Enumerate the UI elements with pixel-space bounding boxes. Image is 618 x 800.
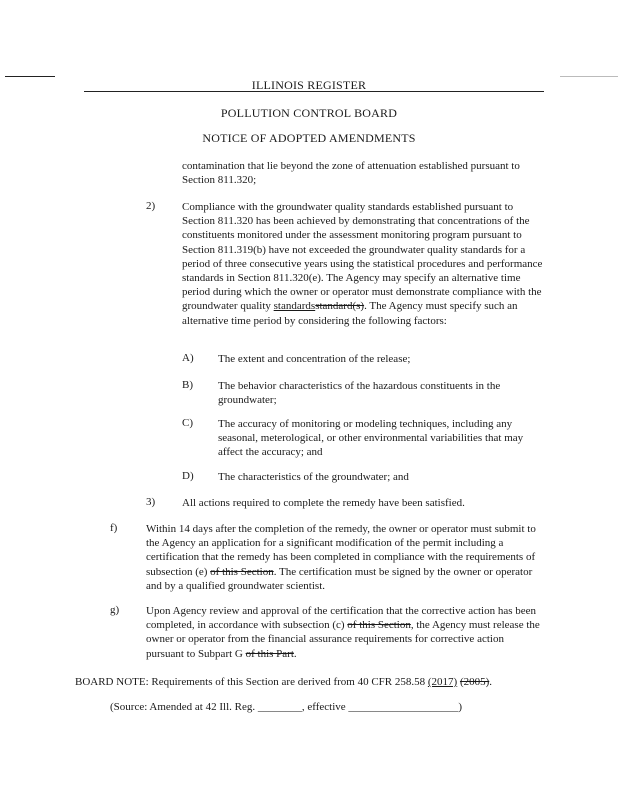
item-g-text	[146, 604, 542, 661]
source-note	[110, 700, 570, 714]
item-g-label: g)	[110, 604, 120, 616]
item-2-text-a: Compliance with the groundwater quality standards established pursuant to Section 811.320 has been achieved by demonstrating that concentrations of the constituents monitored under the assessment monitoring program pursuant to Section 811.319(b) have not exceeded the groundwater quality standards for a period of three consecutive years using the statistical procedures and performance standards in Section 811.320(e). The Agency may specify an alternative time period during which the owner or operator must demonstrate compliance with the groundwater quality	[182, 201, 543, 313]
top-left-rule	[5, 76, 55, 77]
factor-b-text: The behavior characteristics of the hazardous constituents in the groundwater;	[218, 380, 501, 407]
item-2-text-b: . The Agency must specify such an alternative time period by considering the following factors:	[182, 300, 518, 327]
factor-b-label: B)	[182, 379, 193, 391]
factor-c-label: C)	[182, 417, 193, 429]
item-3-label: 3)	[146, 496, 156, 508]
source-text-c: )	[458, 701, 463, 713]
board-note-text-b: .	[489, 676, 493, 688]
item-2-inserted: standards	[273, 300, 316, 313]
factor-a-text: The extent and concentration of the release;	[218, 353, 411, 365]
item-3-text: All actions required to complete the remedy have been satisfied.	[182, 497, 465, 509]
source-text-b: , effective	[301, 701, 349, 713]
item-g-deleted-1: of this Section	[347, 619, 411, 632]
item-2-deleted: standard(s)	[315, 300, 365, 313]
item-f-text-b: . The certification must be signed by the owner or operator and by a qualified groundwater scientist.	[146, 565, 533, 592]
board-note-inserted: (2017)	[427, 676, 458, 688]
source-text-a: (Source: Amended at 42 Ill. Reg.	[110, 701, 258, 713]
continuation-text: contamination that lie beyond the zone of attenuation established pursuant to Section 811.320;	[182, 160, 520, 187]
source-blank-date: ____________________	[348, 701, 459, 713]
board-note-deleted: (2005)	[459, 676, 490, 688]
board-title: POLLUTION CONTROL BOARD	[220, 106, 398, 120]
board-note	[75, 675, 575, 689]
factor-d-label: D)	[182, 470, 194, 482]
item-f-text-a: Within 14 days after the completion of the remedy, the owner or operator must submit to the Agency an application for a significant modification of the permit including a certification that the remedy has been completed in compliance with the requirements of subsection (e)	[146, 523, 536, 578]
item-f-deleted: of this Section	[210, 565, 274, 578]
item-g-text-c: .	[293, 647, 297, 660]
item-g-text-a: Upon Agency review and approval of the certification that the corrective action has been completed, in accordance with subsection (c)	[146, 605, 537, 632]
factor-d-text: The characteristics of the groundwater; and	[218, 471, 409, 483]
factor-a-label: A)	[182, 352, 194, 364]
notice-title: NOTICE OF ADOPTED AMENDMENTS	[202, 131, 416, 145]
item-f-label: f)	[110, 522, 118, 534]
item-g-text-b: , the Agency must release the owner or operator from the financial assurance requirements for corrective action pursuant to Subpart G	[146, 619, 540, 660]
source-blank-reg: ________	[257, 701, 302, 713]
board-note-text-a: BOARD NOTE: Requirements of this Section are derived from 40 CFR 258.58	[75, 676, 428, 688]
item-2-label: 2)	[146, 200, 156, 212]
register-title: ILLINOIS REGISTER	[251, 78, 367, 92]
item-f-text	[146, 522, 536, 593]
item-2-text	[182, 200, 544, 328]
factor-c-text: The accuracy of monitoring or modeling techniques, including any seasonal, meterological, or other environmental variabilities that may affect the accuracy; and	[218, 418, 524, 459]
item-g-deleted-2: of this Part	[245, 647, 294, 660]
top-right-rule	[560, 76, 618, 77]
